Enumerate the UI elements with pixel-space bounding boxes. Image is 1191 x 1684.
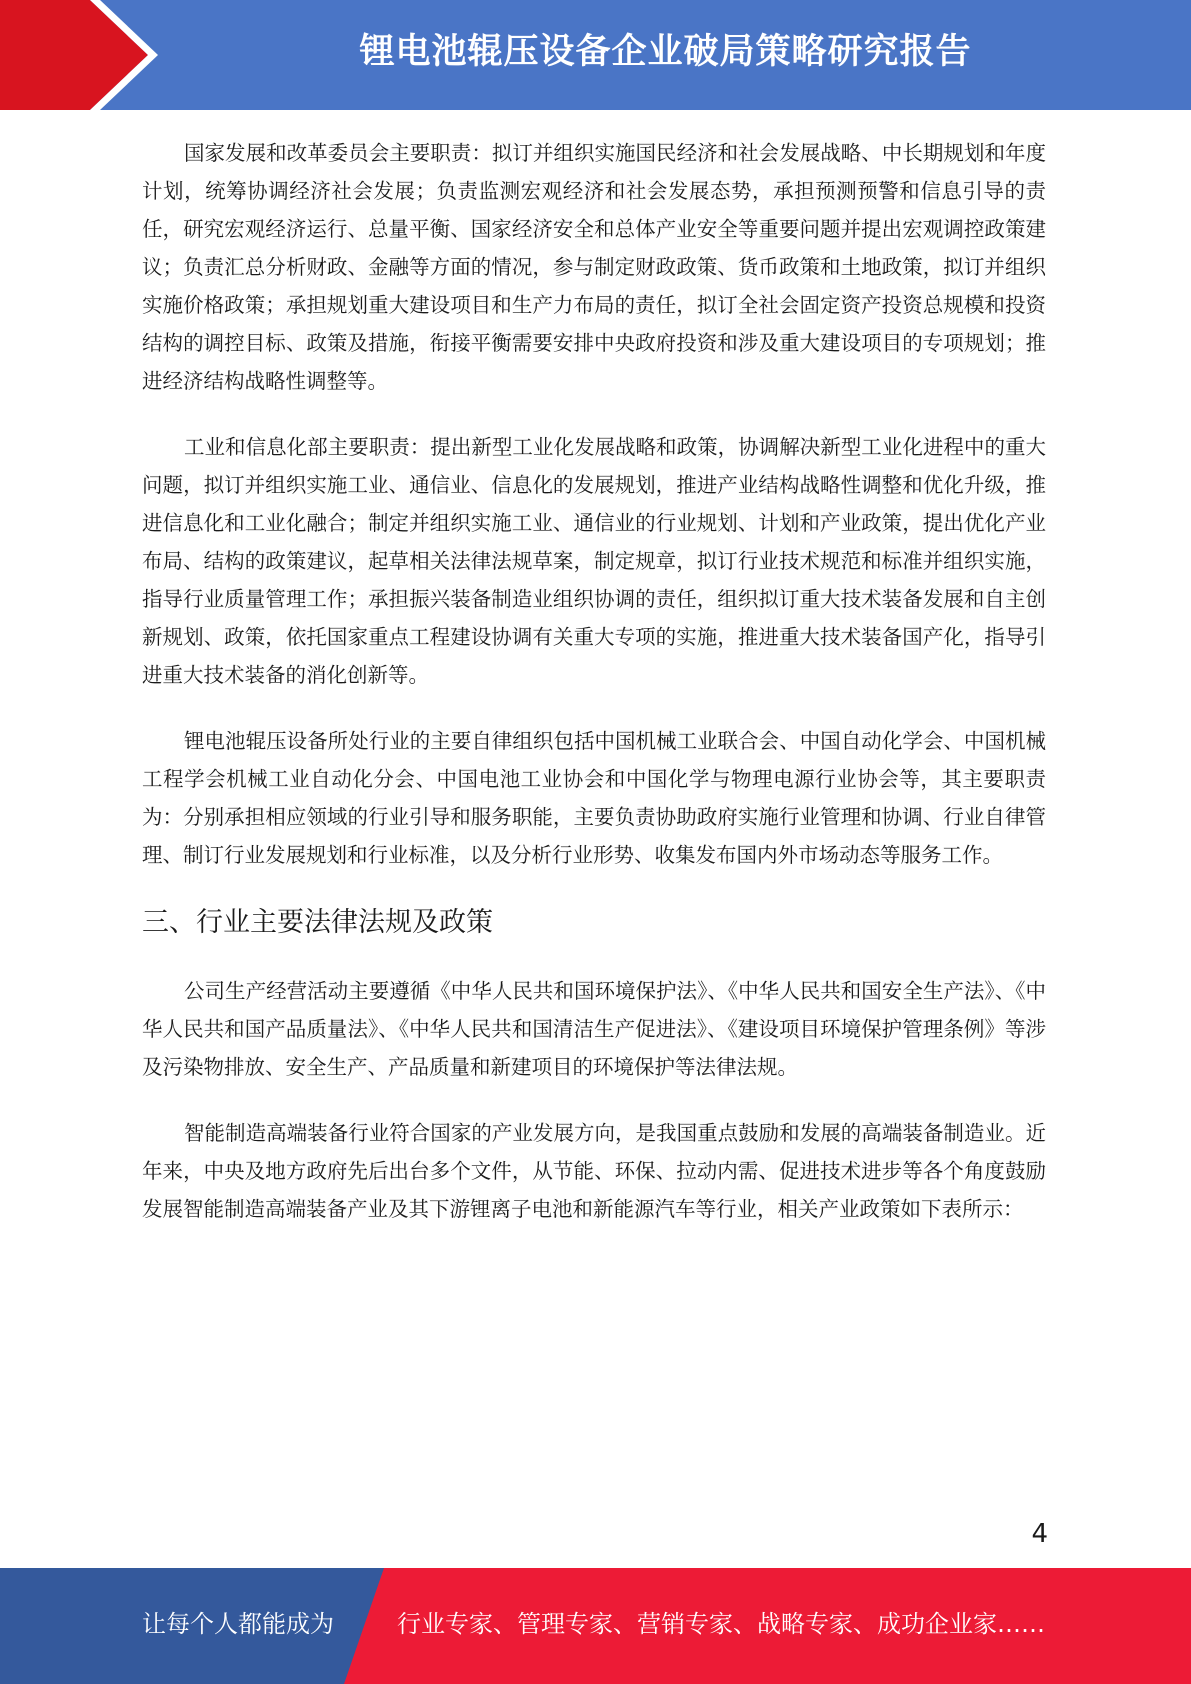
report-title: 锂电池辊压设备企业破局策略研究报告 <box>359 32 972 72</box>
paragraph-industry-policies: 智能制造高端装备行业符合国家的产业发展方向，是我国重点鼓励和发展的高端装备制造业。近年来，中央及地方政府先后出台多个文件，从节能、环保、拉动内需、促进技术进步等各个角度鼓励发展智能制造高端装备产业及其下游锂离子电池和新能源汽车等行业，相关产业政策如下表所示： <box>142 1121 1046 1221</box>
page-number: 4 <box>1031 1519 1048 1549</box>
paragraph-miit-duties: 工业和信息化部主要职责：提出新型工业化发展战略和政策，协调解决新型工业化进程中的重大问题，拟订并组织实施工业、通信业、信息化的发展规划，推进产业结构战略性调整和优化升级，推进信息化和工业化融合；制定并组织实施工业、通信业的行业规划、计划和产业政策，提出优化产业布局、结构的政策建议，起草相关法律法规草案，制定规章，拟订行业技术规范和标准并组织实施，指导行业质量管理工作；承担振兴装备制造业组织协调的责任，组织拟订重大技术装备发展和自主创新规划、政策，依托国家重点工程建设协调有关重大专项的实施，推进重大技术装备国产化，指导引进重大技术装备的消化创新等。 <box>142 435 1046 687</box>
paragraph-laws-regulations: 公司生产经营活动主要遵循《中华人民共和国环境保护法》、《中华人民共和国安全生产法》、《中华人民共和国产品质量法》、《中华人民共和国清洁生产促进法》、《建设项目环境保护管理条例》等涉及污染物排放、安全生产、产品质量和新建项目的环境保护等法律法规。 <box>142 979 1046 1079</box>
footer-banner <box>0 1568 1191 1684</box>
paragraph-ndrc-duties: 国家发展和改革委员会主要职责：拟订并组织实施国民经济和社会发展战略、中长期规划和年度计划，统筹协调经济社会发展；负责监测宏观经济和社会发展态势，承担预测预警和信息引导的责任，研究宏观经济运行、总量平衡、国家经济安全和总体产业安全等重要问题并提出宏观调控政策建议；负责汇总分析财政、金融等方面的情况，参与制定财政政策、货币政策和土地政策，拟订并组织实施价格政策；承担规划重大建设项目和生产力布局的责任，拟订全社会固定资产投资总规模和投资结构的调控目标、政策及措施，衔接平衡需要安排中央政府投资和涉及重大建设项目的专项规划；推进经济结构战略性调整等。 <box>142 141 1046 393</box>
section-heading-laws-policies: 三、行业主要法律法规及政策 <box>142 907 493 938</box>
footer-slogan-left: 让每个人都能成为 <box>142 1610 334 1638</box>
header-banner <box>0 0 1191 110</box>
footer-slogan-right: 行业专家、管理专家、营销专家、战略专家、成功企业家…… <box>397 1610 1045 1638</box>
paragraph-industry-associations: 锂电池辊压设备所处行业的主要自律组织包括中国机械工业联合会、中国自动化学会、中国机械工程学会机械工业自动化分会、中国电池工业协会和中国化学与物理电源行业协会等，其主要职责为：分别承担相应领域的行业引导和服务职能，主要负责协助政府实施行业管理和协调、行业自律管理、制订行业发展规划和行业标准，以及分析行业形势、收集发布国内外市场动态等服务工作。 <box>142 729 1046 867</box>
document-body <box>142 134 1046 1256</box>
